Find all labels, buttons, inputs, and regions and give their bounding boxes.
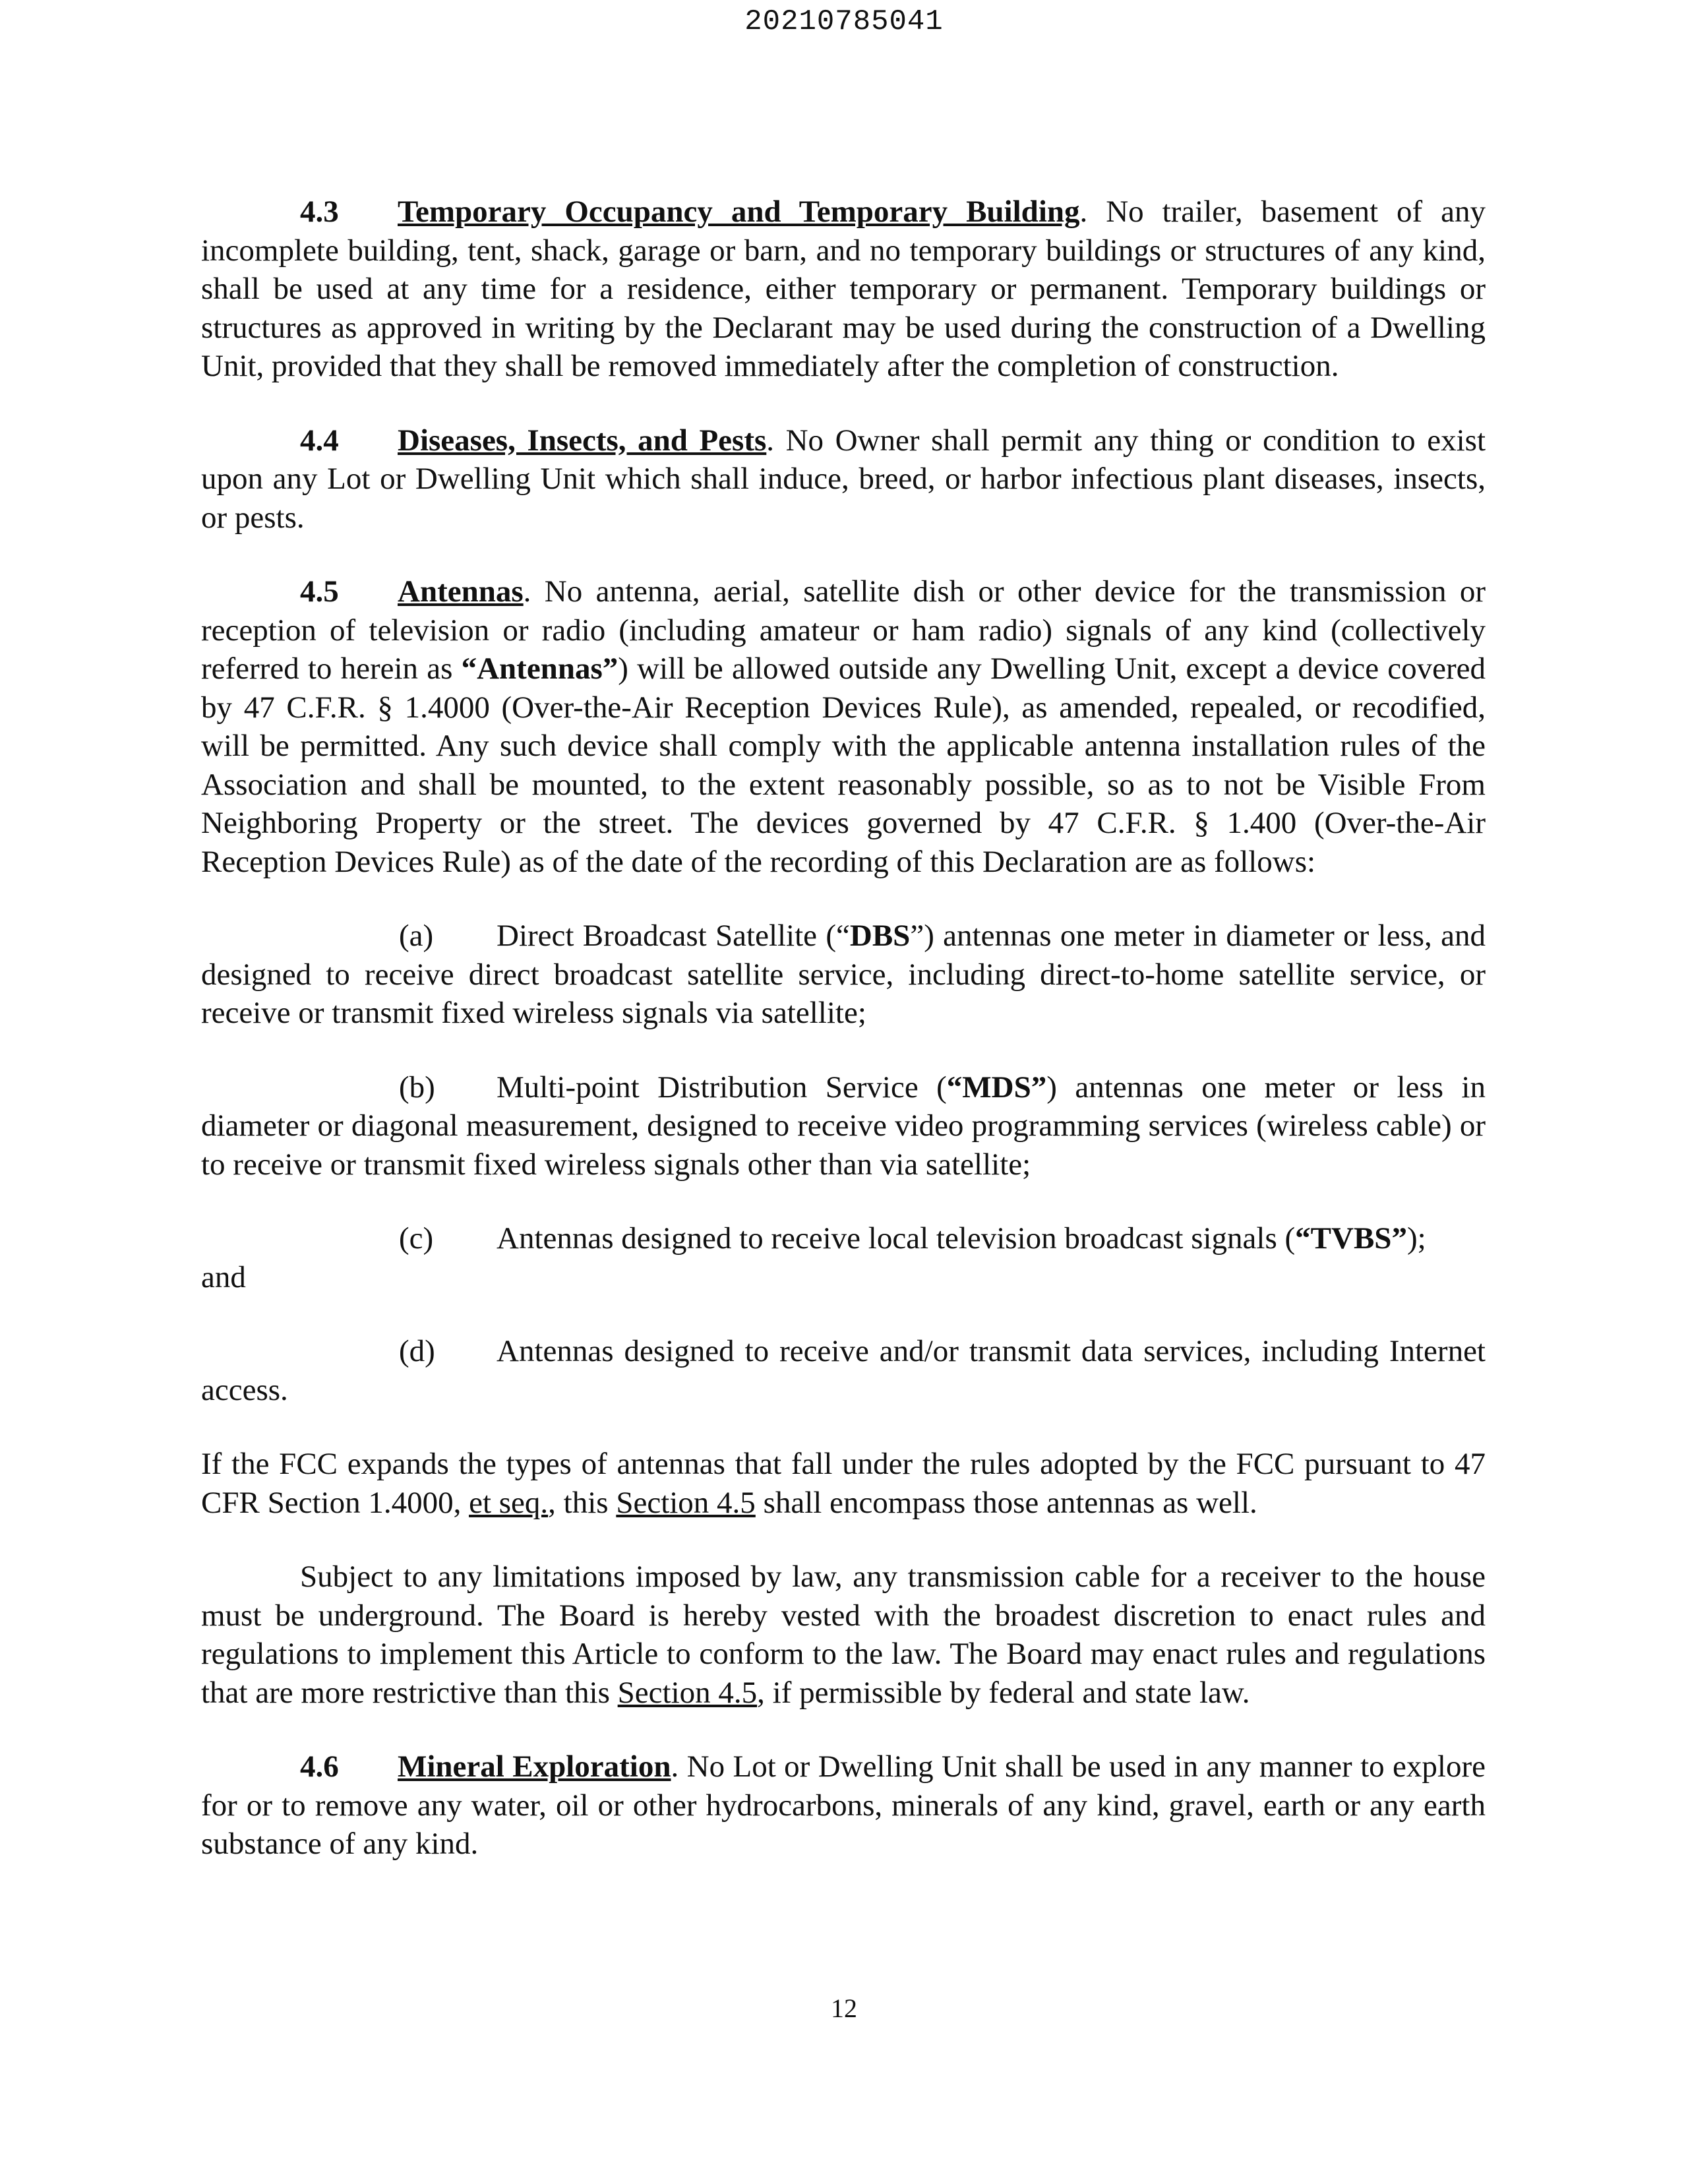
- defined-term: “TVBS”: [1295, 1221, 1407, 1256]
- section-reference: Section 4.5: [617, 1675, 758, 1710]
- subsection-text: ”) antennas one meter in diameter or less, and designed to receive direct broadcast satellite service, including direct-to-home satellite service, or receive or transmit fixed wireless signals via satellite;: [201, 919, 1486, 1030]
- subsection-d: [201, 1332, 1486, 1409]
- section-text: . No antenna, aerial, satellite dish or other device for the transmission or reception of television or radio (including amateur or ham radio) signals of any kind (collectively referred to herein as: [201, 574, 1486, 686]
- subsection-text: Antennas designed to receive local television broadcast signals (: [497, 1221, 1296, 1256]
- section-text: . No trailer, basement of any incomplete building, tent, shack, garage or barn, and no temporary buildings or structures of any kind, shall be used at any time for a residence, either temporary or permanent. Temporary buildings or structures as approved in writing by the Declarant may be used during the construction of a Dwelling Unit, provided that they shall be removed immediately after the completion of construction.: [201, 195, 1486, 383]
- paragraph-text: , this: [548, 1485, 617, 1520]
- section-heading: Mineral Exploration: [398, 1749, 671, 1784]
- defined-term: DBS: [849, 919, 911, 953]
- fcc-paragraph: [201, 1445, 1486, 1522]
- et-seq: et seq.: [469, 1485, 549, 1520]
- section-heading: Diseases, Insects, and Pests: [398, 423, 767, 458]
- defined-term: “Antennas”: [461, 652, 618, 686]
- paragraph-text: , if permissible by federal and state law.: [757, 1675, 1250, 1710]
- defined-term: “MDS”: [946, 1070, 1047, 1105]
- subsection-label: (b): [399, 1070, 435, 1105]
- section-heading: Antennas: [398, 574, 524, 609]
- section-text: . No Lot or Dwelling Unit shall be used in any manner to explore for or to remove any water, oil or other hydrocarbons, minerals of any kind, gravel, earth or any earth substance of any kind.: [201, 1749, 1486, 1861]
- subsection-text: Antennas designed to receive and/or transmit data services, including Internet access.: [201, 1334, 1486, 1407]
- section-4-4: [201, 421, 1486, 537]
- subsection-a: [201, 917, 1486, 1033]
- subsection-text: ) antennas one meter or less in diameter or diagonal measurement, designed to receive video programming services (wireless cable) or to receive or transmit fixed wireless signals other than via satellite;: [201, 1070, 1486, 1182]
- paragraph-text: If the FCC expands the types of antennas that fall under the rules adopted by the FCC pursuant to 47 CFR Section 1.4000,: [201, 1447, 1486, 1520]
- paragraph-text: shall encompass those antennas as well.: [755, 1485, 1257, 1520]
- subsection-text: );: [1406, 1221, 1426, 1256]
- section-4-5: [201, 572, 1486, 881]
- section-reference: Section 4.5: [616, 1485, 756, 1520]
- paragraph-text: Subject to any limitations imposed by law, any transmission cable for a receiver to the house must be underground. The Board is hereby vested with the broadest discretion to enact rules and regulations to implement this Article to conform to the law. The Board may enact rules and regulations that are more restrictive than this: [201, 1560, 1486, 1710]
- page-body: [201, 193, 1486, 1899]
- section-4-6: [201, 1747, 1486, 1864]
- section-text: ) will be allowed outside any Dwelling Unit, except a device covered by 47 C.F.R. § 1.4000 (Over-the-Air Reception Devices Rule), as amended, repealed, or recodified, will be permitted. Any such device shall comply with the applicable antenna installation rules of the Association and shall be mounted, to the extent reasonably possible, so as to not be Visible From Neighboring Property or the street. The devices governed by 47 C.F.R. § 1.400 (Over-the-Air Reception Devices Rule) as of the date of the recording of this Declaration are as follows:: [201, 652, 1486, 879]
- subsection-label: (d): [399, 1334, 435, 1368]
- conjunction-and: and: [201, 1259, 246, 1294]
- section-number: 4.6: [300, 1749, 339, 1784]
- section-number: 4.3: [300, 195, 339, 229]
- subsection-c: [201, 1219, 1486, 1296]
- section-4-3: [201, 193, 1486, 386]
- page-number: 12: [831, 1993, 857, 2023]
- section-number: 4.5: [300, 574, 339, 609]
- section-text: . No Owner shall permit any thing or condition to exist upon any Lot or Dwelling Unit which shall induce, breed, or harbor infectious plant diseases, insects, or pests.: [201, 423, 1486, 535]
- section-number: 4.4: [300, 423, 339, 458]
- subsection-label: (c): [399, 1221, 434, 1256]
- subsection-b: [201, 1068, 1486, 1184]
- subject-paragraph: [201, 1558, 1486, 1712]
- subsection-text: Direct Broadcast Satellite (“: [497, 919, 850, 953]
- subsection-c-line: [201, 1219, 1486, 1258]
- subsection-label: (a): [399, 919, 434, 953]
- section-heading: Temporary Occupancy and Temporary Building: [398, 195, 1080, 229]
- document-number: 20210785041: [744, 5, 944, 38]
- subsection-text: Multi-point Distribution Service (: [497, 1070, 947, 1105]
